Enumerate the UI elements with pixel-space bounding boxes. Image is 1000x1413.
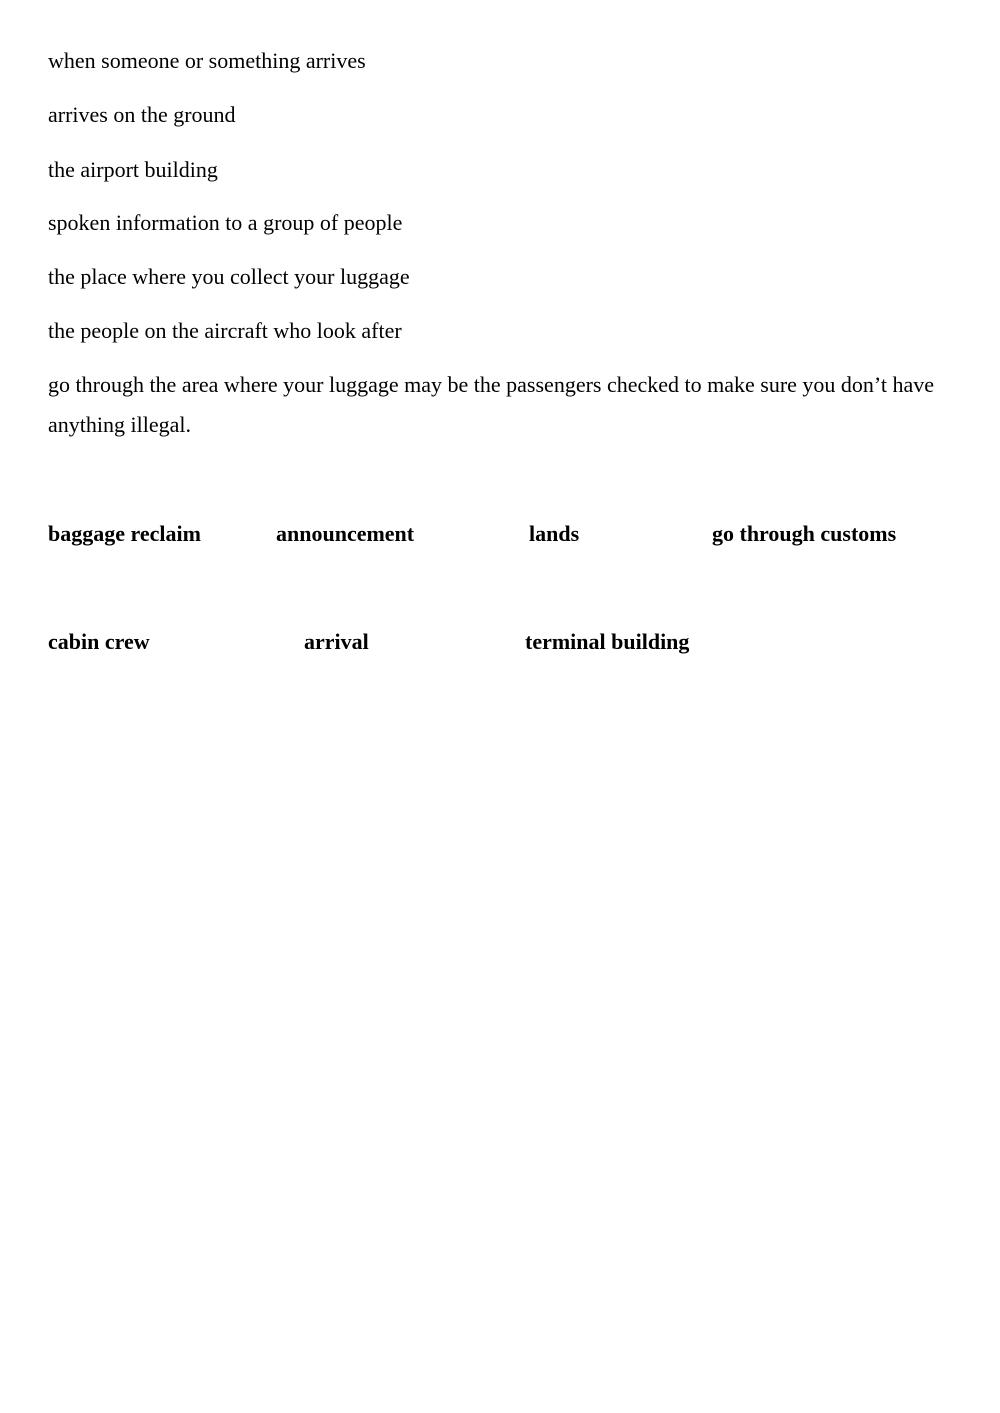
word-baggage-reclaim: baggage reclaim [48, 521, 201, 546]
definition-3: the airport building [48, 157, 218, 182]
definition-4: spoken information to a group of people [48, 210, 403, 235]
definition-1: when someone or something arrives [48, 48, 366, 73]
word-announcement: announcement [276, 521, 415, 546]
definition-7: go through the area where your luggage may be the passengers checked to make sure you don’t have anything illegal. [48, 372, 935, 437]
definition-5: the place where you collect your luggage [48, 264, 410, 289]
definition-6: the people on the aircraft who look after [48, 318, 402, 343]
word-terminal-building: terminal building [525, 629, 690, 654]
word-go-through-customs: go through customs [712, 521, 897, 546]
word-lands: lands [529, 521, 580, 546]
word-arrival: arrival [304, 629, 369, 654]
word-cabin-crew: cabin crew [48, 629, 150, 654]
definition-2: arrives on the ground [48, 102, 236, 127]
